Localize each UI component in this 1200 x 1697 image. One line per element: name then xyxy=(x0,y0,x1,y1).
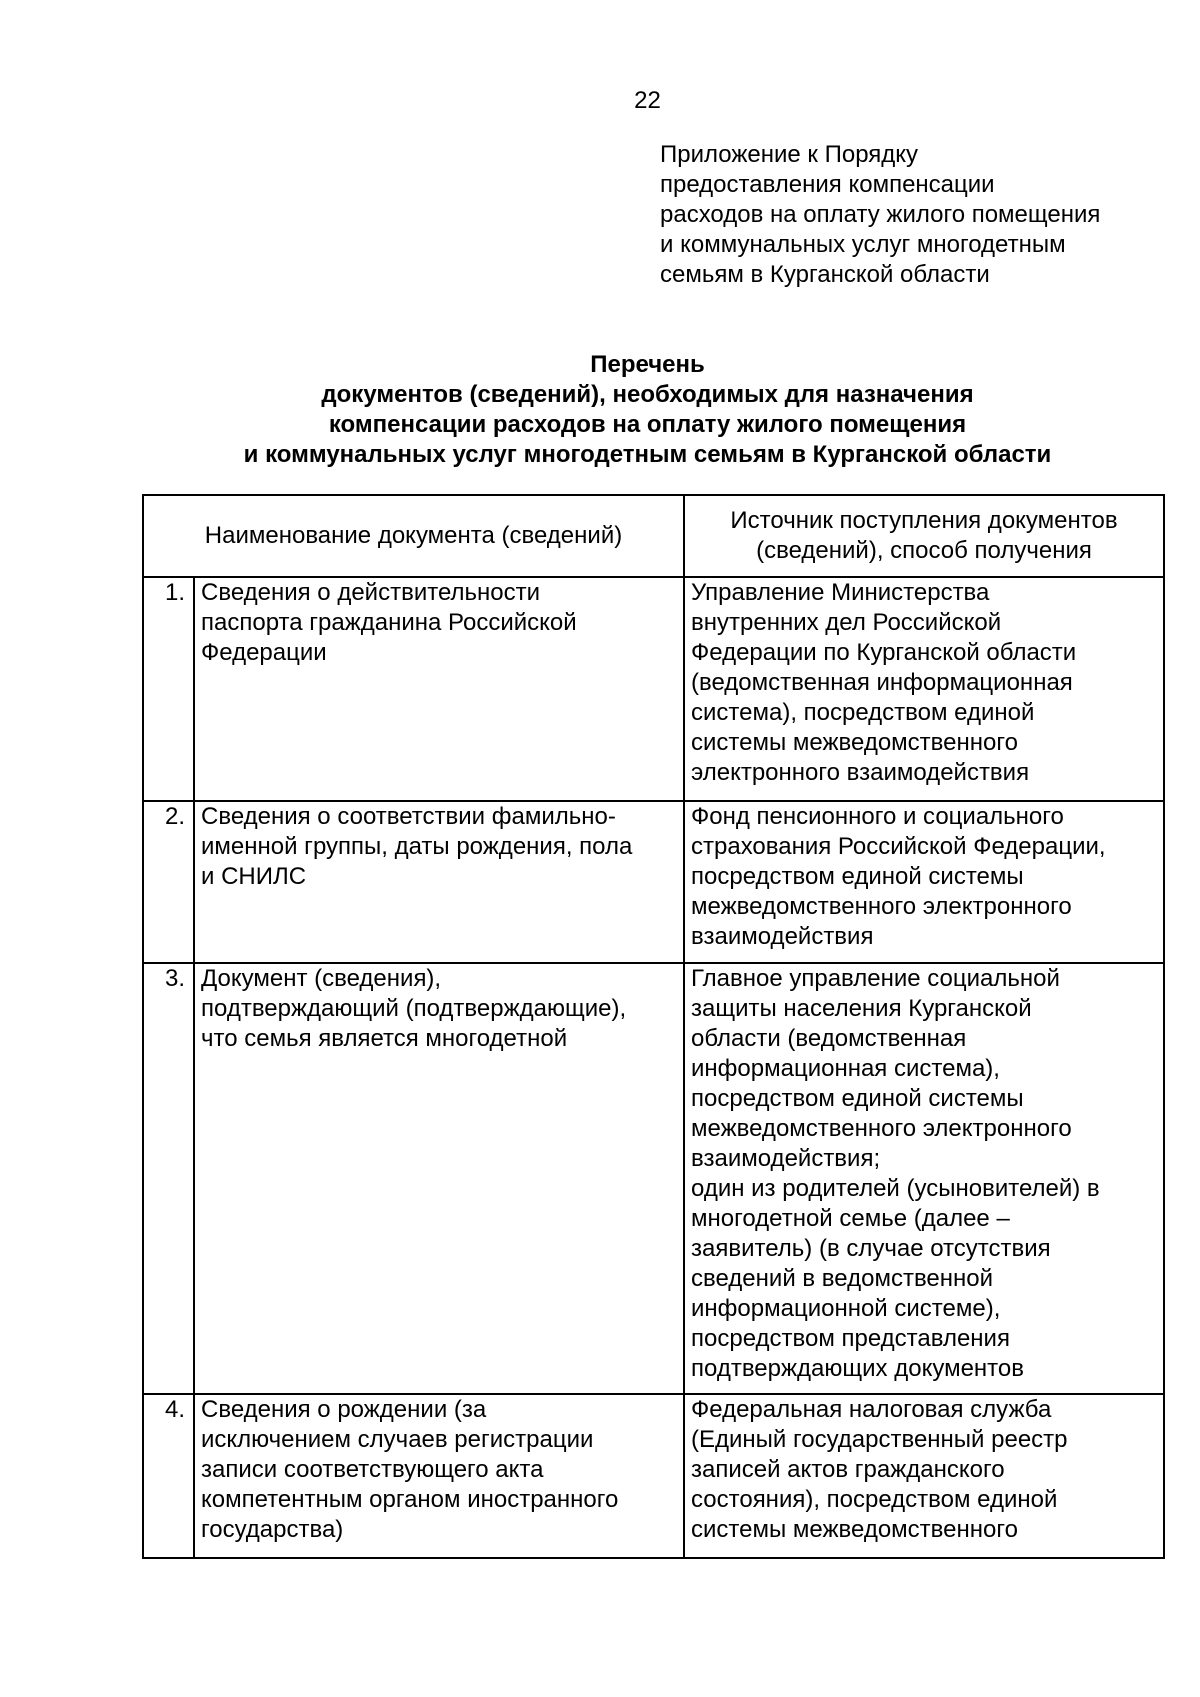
source-cell xyxy=(684,801,1164,963)
table-row xyxy=(143,963,1164,1394)
table-header-row xyxy=(143,495,1164,577)
cell-line: паспорта гражданина Российской xyxy=(201,609,577,636)
header-line: Наименование документа (сведений) xyxy=(204,522,623,549)
appendix-line: семьям в Курганской области xyxy=(660,261,990,288)
source-cell xyxy=(684,963,1164,1394)
table-row xyxy=(143,577,1164,801)
document-name-cell xyxy=(194,963,684,1394)
cell-line: один из родителей (усыновителей) в xyxy=(691,1175,1100,1202)
cell-line: посредством единой системы xyxy=(691,863,1024,890)
cell-line: электронного взаимодействия xyxy=(691,759,1030,786)
cell-line: Федеральная налоговая служба xyxy=(691,1396,1052,1423)
cell-line: именной группы, даты рождения, пола xyxy=(201,833,633,860)
cell-line: системы межведомственного xyxy=(691,729,1018,756)
appendix-line: Приложение к Порядку xyxy=(660,141,919,168)
document-name-cell xyxy=(194,1394,684,1558)
document-name-cell xyxy=(194,801,684,963)
cell-line: многодетной семье (далее – xyxy=(691,1205,1010,1232)
title-line: и коммунальных услуг многодетным семьям в Курганской области xyxy=(243,441,1052,468)
cell-line: Сведения о рождении (за xyxy=(201,1396,487,1423)
cell-line: что семья является многодетной xyxy=(201,1025,568,1052)
table-row xyxy=(143,801,1164,963)
cell-line: подтверждающий (подтверждающие), xyxy=(201,995,627,1022)
cell-line: Федерации xyxy=(201,639,327,666)
cell-line: страхования Российской Федерации, xyxy=(691,833,1106,860)
cell-line: сведений в ведомственной xyxy=(691,1265,994,1292)
row-number: 4. xyxy=(143,1394,194,1558)
header-source xyxy=(684,495,1164,577)
cell-line: внутренних дел Российской xyxy=(691,609,1002,636)
title-line: компенсации расходов на оплату жилого помещения xyxy=(328,411,967,438)
document-name-cell xyxy=(194,577,684,801)
cell-line: Сведения о соответствии фамильно- xyxy=(201,803,616,830)
cell-line: исключением случаев регистрации xyxy=(201,1426,594,1453)
row-number: 3. xyxy=(143,963,194,1394)
page-number: 22 xyxy=(634,87,661,114)
cell-line: Федерации по Курганской области xyxy=(691,639,1077,666)
row-number: 2. xyxy=(143,801,194,963)
header-line: Источник поступления документов xyxy=(730,507,1118,534)
cell-line: записей актов гражданского xyxy=(691,1456,1005,1483)
cell-line: компетентным органом иностранного xyxy=(201,1486,619,1513)
title-line: Перечень xyxy=(590,351,705,378)
cell-line: и СНИЛС xyxy=(201,863,307,890)
cell-line: Главное управление социальной xyxy=(691,965,1060,992)
documents-table xyxy=(142,494,1165,1559)
cell-line: межведомственного электронного xyxy=(691,893,1072,920)
cell-line: защиты населения Курганской xyxy=(691,995,1032,1022)
cell-line: записи соответствующего акта xyxy=(201,1456,544,1483)
cell-line: Документ (сведения), xyxy=(201,965,442,992)
source-cell xyxy=(684,577,1164,801)
cell-line: области (ведомственная xyxy=(691,1025,967,1052)
cell-line: государства) xyxy=(201,1516,344,1543)
appendix-line: расходов на оплату жилого помещения xyxy=(660,201,1101,228)
cell-line: системы межведомственного xyxy=(691,1516,1018,1543)
appendix-line: предоставления компенсации xyxy=(660,171,995,198)
source-cell xyxy=(684,1394,1164,1558)
document-title xyxy=(0,350,1200,470)
cell-line: состояния), посредством единой xyxy=(691,1486,1058,1513)
cell-line: информационной системе), xyxy=(691,1295,1001,1322)
cell-line: Сведения о действительности xyxy=(201,579,541,606)
cell-line: (ведомственная информационная xyxy=(691,669,1073,696)
cell-line: информационная система), xyxy=(691,1055,1000,1082)
cell-line: взаимодействия; xyxy=(691,1145,881,1172)
cell-line: система), посредством единой xyxy=(691,699,1035,726)
appendix-line: и коммунальных услуг многодетным xyxy=(660,231,1066,258)
table-row xyxy=(143,1394,1164,1558)
cell-line: (Единый государственный реестр xyxy=(691,1426,1068,1453)
cell-line: посредством представления xyxy=(691,1325,1010,1352)
header-document-name xyxy=(143,495,684,577)
cell-line: посредством единой системы xyxy=(691,1085,1024,1112)
cell-line: взаимодействия xyxy=(691,923,874,950)
cell-line: Управление Министерства xyxy=(691,579,990,606)
cell-line: подтверждающих документов xyxy=(691,1355,1024,1382)
header-line: (сведений), способ получения xyxy=(756,537,1092,564)
title-line: документов (сведений), необходимых для назначения xyxy=(321,381,974,408)
cell-line: заявитель) (в случае отсутствия xyxy=(691,1235,1051,1262)
cell-line: межведомственного электронного xyxy=(691,1115,1072,1142)
appendix-note xyxy=(660,140,1180,290)
row-number: 1. xyxy=(143,577,194,801)
cell-line: Фонд пенсионного и социального xyxy=(691,803,1064,830)
